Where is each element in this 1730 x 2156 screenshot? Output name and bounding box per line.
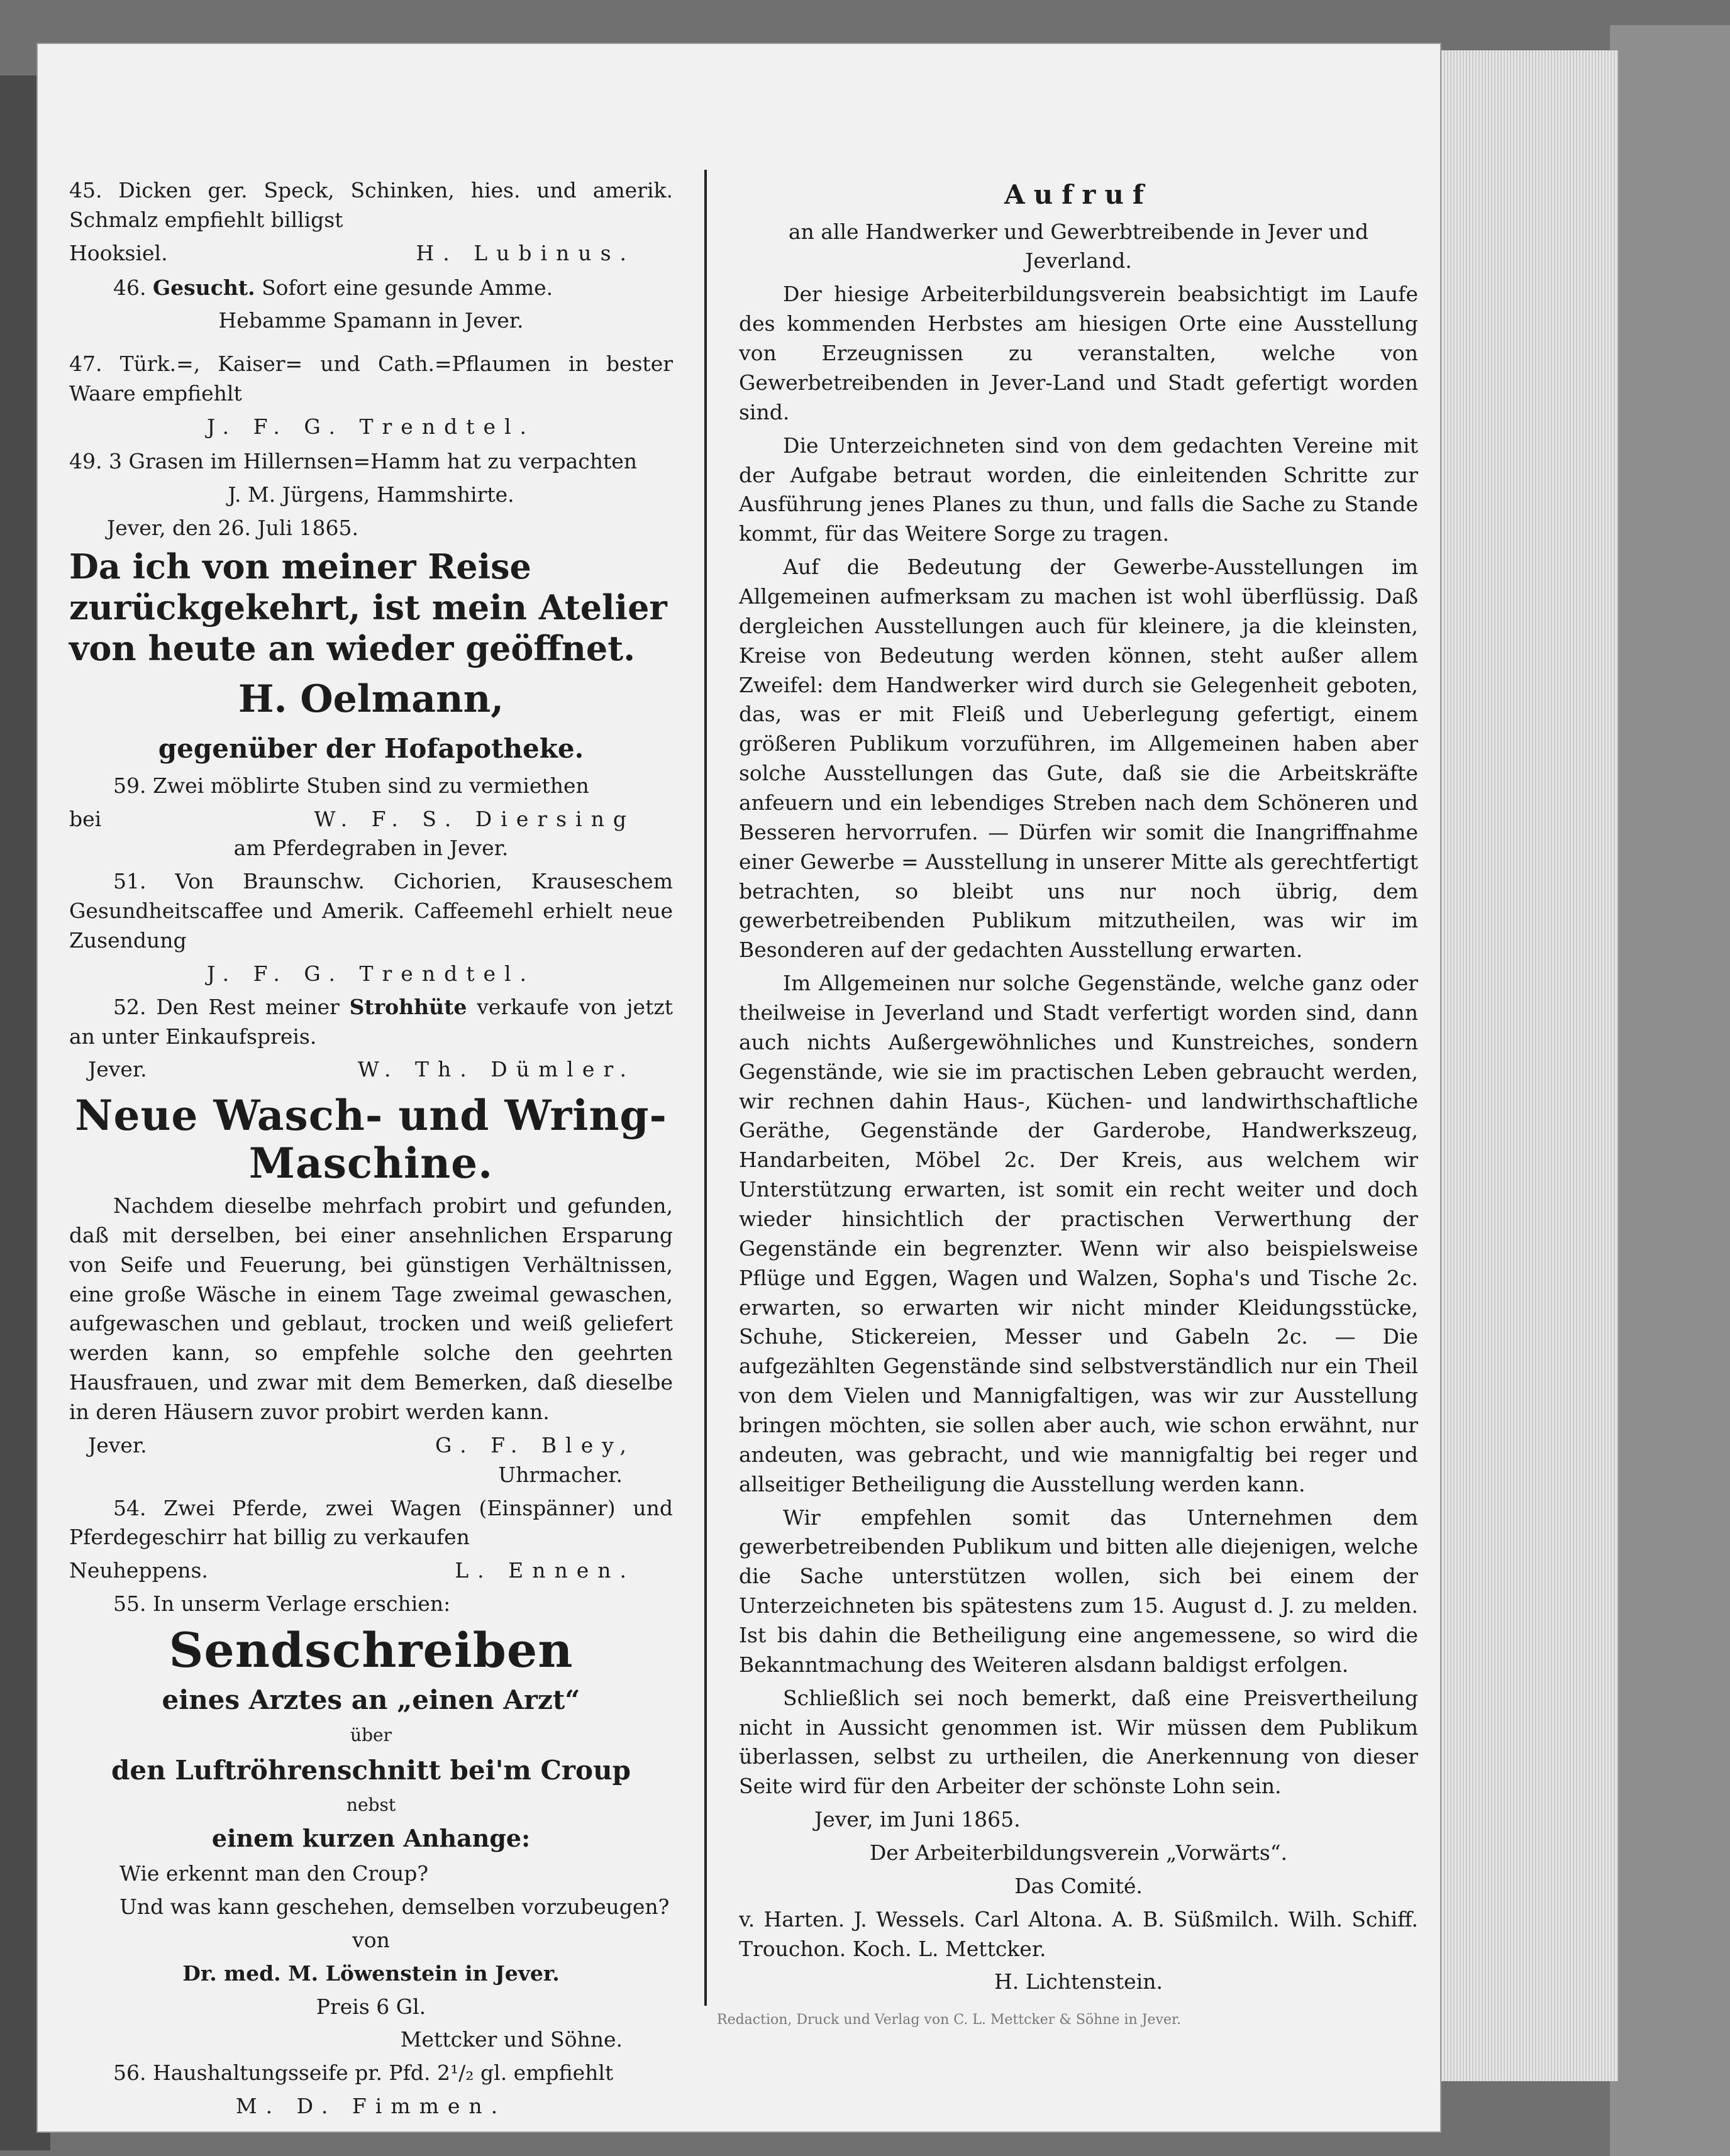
ad-55-nebst: nebst xyxy=(346,1794,396,1816)
machine-role: Uhrmacher. xyxy=(498,1462,623,1487)
ad-59-address: am Pferdegraben in Jever. xyxy=(233,836,509,861)
ad-45-place: Hooksiel. xyxy=(69,240,168,265)
aufruf-paragraph-6: Schließlich sei noch bemerkt, daß eine Preisvertheilung nicht in Aussicht genommen ist. Wir müssen dem Publikum überlassen, selbst zu urtheilen, die Anerkennung von dieser Seite wird für den Arbeiter der schönste Lohn sein. xyxy=(739,1685,1418,1799)
ad-45-sign-row xyxy=(69,239,673,268)
ad-52-bold: Strohhüte xyxy=(349,994,467,1019)
ad-45-text: 45. Dicken ger. Speck, Schinken, hies. und amerik. Schmalz empfiehlt billigst xyxy=(69,178,673,232)
ad-54-sign-row xyxy=(69,1556,673,1586)
ad-55-ueber: über xyxy=(350,1725,392,1746)
ad-56-text: 56. Haushaltungsseife pr. Pfd. 2¹/₂ gl. empfiehlt xyxy=(113,2060,614,2086)
ad-54-text: 54. Zwei Pferde, zwei Wagen (Einspänner) und Pferdegeschirr hat billig zu verkaufen xyxy=(69,1495,673,1550)
ad-52-signature: W. Th. Dümler. xyxy=(357,1057,635,1082)
book-cover xyxy=(1610,25,1730,2156)
ad-59-sign-row xyxy=(69,805,673,834)
atelier-address: gegenüber der Hofapotheke. xyxy=(158,733,584,765)
right-column xyxy=(739,176,1418,2001)
ad-52-text-a: 52. Den Rest meiner xyxy=(113,994,340,1019)
ad-51 xyxy=(69,867,673,988)
atelier-notice xyxy=(69,546,673,767)
machine-ad xyxy=(69,1092,673,1490)
aufruf-organisation: Der Arbeiterbildungsverein „Vorwärts“. xyxy=(869,1840,1288,1866)
machine-signature: G. F. Bley, xyxy=(435,1432,635,1457)
ad-46 xyxy=(69,274,673,336)
ad-52-place: Jever. xyxy=(88,1057,147,1082)
ad-55-title: Sendschreiben xyxy=(169,1622,574,1679)
ad-45-signature: H. Lubinus. xyxy=(416,240,635,265)
ad-59-signature: W. F. S. Diersing xyxy=(314,806,635,831)
ad-46-number: 46. xyxy=(113,275,147,300)
ad-46-line xyxy=(69,274,673,303)
ad-54 xyxy=(69,1494,673,1586)
ad-49-date: Jever, den 26. Juli 1865. xyxy=(107,515,358,540)
ad-52 xyxy=(69,993,673,1085)
aufruf-signatory-last: H. Lichtenstein. xyxy=(994,1969,1163,1994)
aufruf-subtitle: an alle Handwerker und Gewerbtreibende in Jever und Jeverland. xyxy=(788,219,1369,274)
ad-46-text: Sofort eine gesunde Amme. xyxy=(262,275,553,300)
ad-51-text: 51. Von Braunschw. Cichorien, Krauseschem Gesundheitscaffee und Amerik. Caffeemehl erhielt neue Zusendung xyxy=(69,869,673,953)
aufruf-paragraph-3: Auf die Bedeutung der Gewerbe-Ausstellungen im Allgemeinen aufmerksam zu machen ist wohl überflüssig. Daß dergleichen Ausstellungen auch für kleinere, ja die kleinsten, Kreise von Bedeutung werden können, steht außer allem Zweifel: dem Handwerker wird durch sie Gelegenheit geboten, das, was er mit Fleiß und Ueberlegung gefertigt, einem größeren Publikum vorzuführen, im Allgemeinen haben aber solche Ausstellungen das Gute, daß sie die Arbeitskräfte anfeuern und ein lebendiges Streben nach dem Schöneren und Besseren hervorrufen. — Dürfen wir somit die Inangriffnahme einer Gewerbe = Ausstellung in unserer Mitte als gerechtfertigt betrachten, so bleibt uns nur noch übrig, dem gewerbetreibenden Publikum mitzutheilen, was wir im Besonderen auf der gedachten Ausstellung erwarten. xyxy=(739,555,1418,963)
machine-title: Neue Wasch- und Wring-Maschine. xyxy=(75,1091,667,1188)
machine-text: Nachdem dieselbe mehrfach probirt und gefunden, daß mit derselben, bei einer ansehnlichen Ersparung von Seife und Feuerung, bei günstigen Verhältnissen, eine große Wäsche in einem Tage zweimal gewaschen, aufgewaschen und geblaut, trocken und weiß geliefert werden kann, so empfehle solche den geehrten Hausfrauen, und zwar mit dem Bemerken, daß dieselbe in deren Häusern zuvor probirt werden kann. xyxy=(69,1193,673,1425)
ad-51-signature: J. F. G. Trendtel. xyxy=(206,961,536,986)
atelier-name: H. Oelmann, xyxy=(238,677,504,721)
newspaper-page xyxy=(38,44,1440,2131)
ad-59 xyxy=(69,771,673,864)
ad-54-signature: L. Ennen. xyxy=(455,1558,635,1583)
ad-55-von: von xyxy=(352,1927,390,1952)
aufruf-paragraph-5: Wir empfehlen somit das Unternehmen dem gewerbetreibenden Publikum und bitten alle diejenigen, welche die Sache unterstützen wollen, sich bei einem der Unterzeichneten bis spätestens zum 15. August d. J. zu melden. Ist bis dahin die Betheiligung eine angemessene, so wird die Bekanntmachung des Weiteren alsdann baldigst erfolgen. xyxy=(739,1505,1418,1677)
ad-55 xyxy=(69,1589,673,2055)
ad-46-heading: Gesucht. xyxy=(152,275,255,300)
left-column xyxy=(69,176,673,2125)
column-rule xyxy=(704,170,707,2006)
footer-imprint: Redaction, Druck und Verlag von C. L. Mettcker & Söhne in Jever. xyxy=(717,2012,1182,2028)
ad-55-price: Preis 6 Gl. xyxy=(316,1994,426,2019)
ad-56-signature: M. D. Fimmen. xyxy=(235,2094,507,2119)
ad-52-line xyxy=(69,993,673,1052)
ad-59-text: 59. Zwei möblirte Stuben sind zu vermiethen xyxy=(113,773,589,798)
machine-sign-row xyxy=(69,1431,673,1461)
ad-52-sign-row xyxy=(69,1055,673,1085)
ad-45 xyxy=(69,176,673,268)
ad-55-intro: 55. In unserm Verlage erschien: xyxy=(113,1591,451,1617)
ad-54-place: Neuheppens. xyxy=(69,1558,208,1583)
atelier-text: Da ich von meiner Reise zurückgekehrt, ist mein Atelier von heute an wieder geöffnet. xyxy=(69,546,667,669)
aufruf-title: Aufruf xyxy=(1004,179,1153,210)
ad-46-signature: Hebamme Spamann in Jever. xyxy=(218,308,524,333)
ad-52-text-b: verkaufe von jetzt an unter Einkaufspreis. xyxy=(69,994,673,1049)
ad-47-text: 47. Türk.=, Kaiser= und Cath.=Pflaumen in bester Waare empfiehlt xyxy=(69,351,673,406)
aufruf-paragraph-4: Im Allgemeinen nur solche Gegenstände, welche ganz oder theilweise in Jeverland und Stadt verfertigt worden sind, dann auch nichts Außergewöhnliches und Kunstreiches, sondern Gegenstände, wie sie im practischen Leben gebraucht werden, wir rechnen dahin Haus-, Küchen- und landwirthschaftliche Geräthe, Gegenstände der Garderobe, Handwerkszeug, Handarbeiten, Möbel 2c. Der Kreis, aus welchem wir Unterstützung erwarten, ist somit ein recht weiter und doch wieder hinsichtlich der practischen Verwerthung der Gegenstände ein begrenzter. Wenn wir also beispielsweise Pflüge und Eggen, Wagen und Walzen, Sopha's und Tische 2c. erwarten, so erwarten wir nicht minder Kleidungsstücke, Schuhe, Stickereien, Messer und Gabeln 2c. — Die aufgezählten Gegenstände sind selbstverständlich nur ein Theil von dem Vielen und Mannigfaltigen, was wir zur Ausstellung bringen möchten, sie sollen aber auch, wie schon erwähnt, nur andeuten, was gebracht, und wie mannigfaltig bei reger und allseitiger Betheiligung die Ausstellung werden kann. xyxy=(739,971,1418,1496)
ad-55-sub2: den Luftröhrenschnitt bei'm Croup xyxy=(111,1754,631,1786)
ad-55-sub3: einem kurzen Anhange: xyxy=(211,1824,531,1853)
ad-55-publisher: Mettcker und Söhne. xyxy=(400,2027,623,2052)
page-fore-edge xyxy=(1428,50,1618,2081)
aufruf-committee: Das Comité. xyxy=(1014,1873,1143,1898)
ad-49-signature: J. M. Jürgens, Hammshirte. xyxy=(228,482,514,507)
ad-49 xyxy=(69,447,673,543)
aufruf-paragraph-2: Die Unterzeichneten sind von dem gedachten Vereine mit der Aufgabe betraut worden, die einleitenden Schritte zur Ausführung jenes Planes zu thun, und falls die Sache zu Stande kommt, für das Weitere Sorge zu tragen. xyxy=(739,433,1418,546)
aufruf-paragraph-1: Der hiesige Arbeiterbildungsverein beabsichtigt im Laufe des kommenden Herbstes am hiesigen Orte eine Ausstellung von Erzeugnissen zu veranstalten, welche von Gewerbetreibenden in Jever-Land und Stadt gefertigt worden sind. xyxy=(739,282,1418,424)
ad-55-question-1: Wie erkennt man den Croup? xyxy=(119,1861,429,1886)
ad-59-bei: bei xyxy=(69,806,102,831)
ad-49-text: 49. 3 Grasen im Hillernsen=Hamm hat zu verpachten xyxy=(69,448,638,473)
ad-55-question-2: Und was kann geschehen, demselben vorzubeugen? xyxy=(119,1894,670,1920)
ad-47-signature: J. F. G. Trendtel. xyxy=(206,414,536,439)
ad-55-sub1: eines Arztes an „einen Arzt“ xyxy=(162,1684,580,1716)
ad-56 xyxy=(69,2059,673,2121)
aufruf-signatories: v. Harten. J. Wessels. Carl Altona. A. B. Süßmilch. Wilh. Schiff. Trouchon. Koch. L. Mettcker. xyxy=(739,1906,1418,1961)
ad-47 xyxy=(69,350,673,442)
machine-place: Jever. xyxy=(88,1432,147,1457)
ad-55-author: Dr. med. M. Löwenstein in Jever. xyxy=(182,1960,560,1986)
aufruf-date: Jever, im Juni 1865. xyxy=(814,1807,1021,1832)
